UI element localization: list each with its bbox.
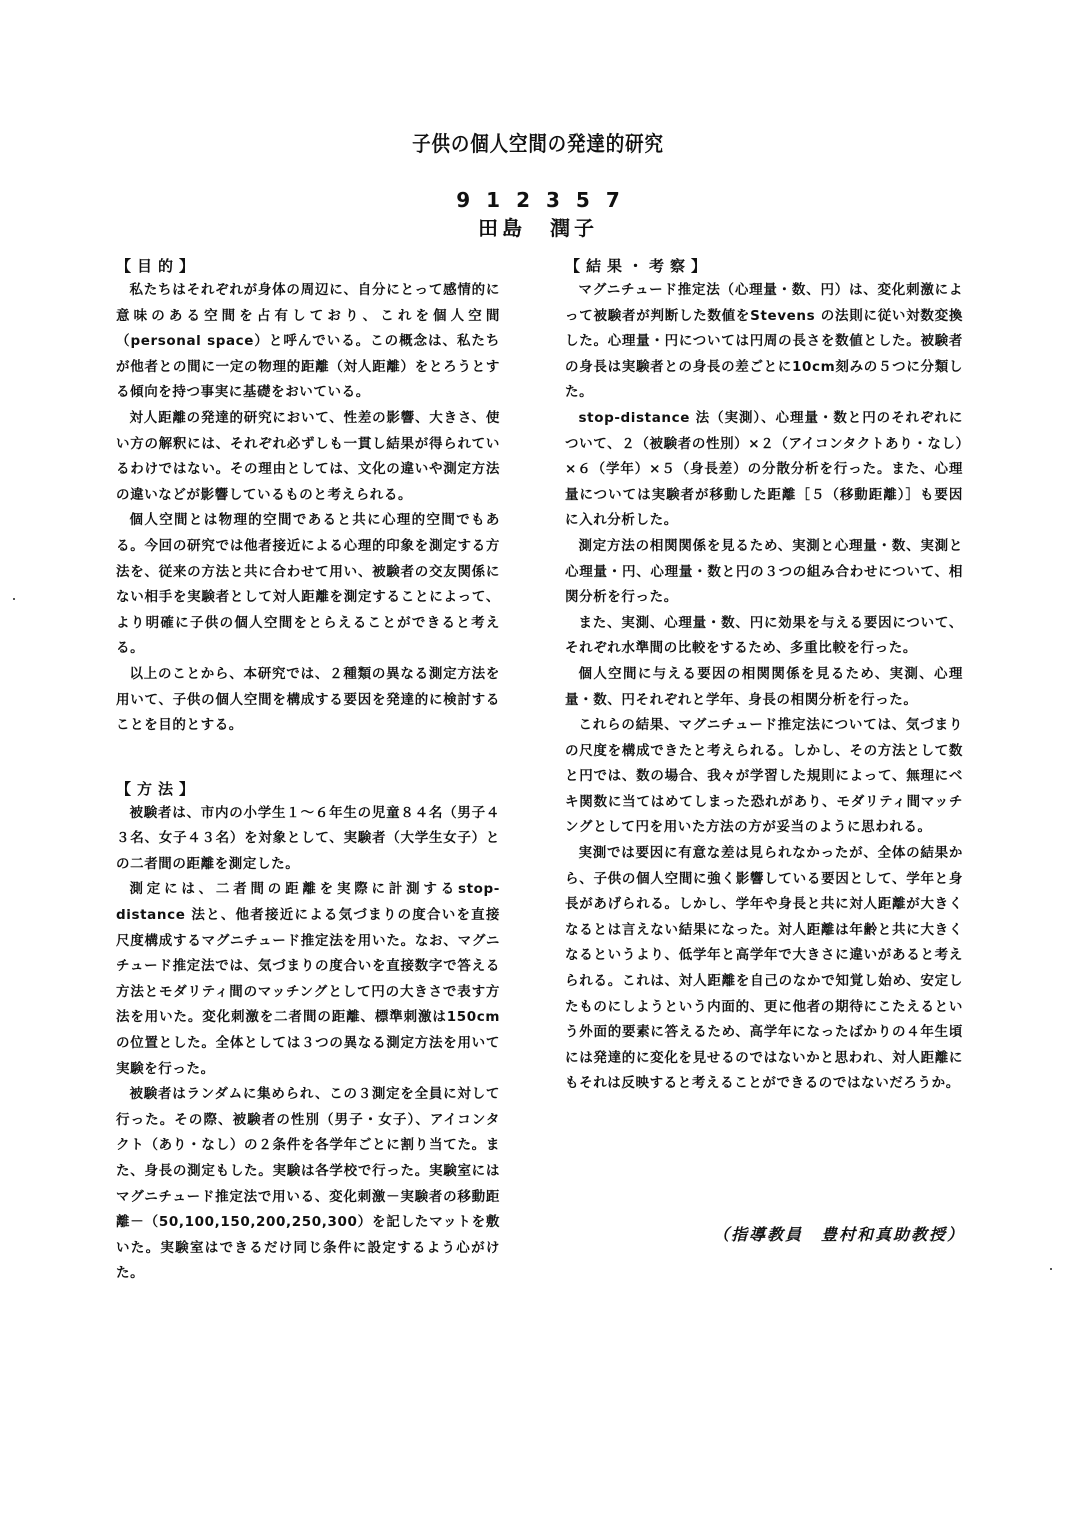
paper-title: 子供の個人空間の発達的研究 bbox=[412, 132, 664, 156]
results-paragraph: 測定方法の相関関係を見るため、実測と心理量・数、実測と心理量・円、心理量・数と円の３つの組み合わせについて、相関分析を行った。 bbox=[565, 537, 963, 606]
results-paragraph: stop-distance 法（実測）、心理量・数と円のそれぞれについて、２（被験者の性別）×２（アイコンタクトあり・なし）×６（学年）×５（身長差）の分散分析を行った。また、心理量については実験者が移動した距離［５（移動距離）］も要因に入れ分析した。 bbox=[565, 409, 963, 529]
method-paragraph: 測定には、二者間の距離を実際に計測するstop-distance 法と、他者接近による気づまりの度合いを直接尺度構成するマグニチュード推定法を用いた。なお、マグニチュード推定法では、気づまりの度合いを直接数字で答える方法とモダリティ間のマッチングとして円の大きさで表す方法を用いた。変化刺激を二者間の距離、標準刺激は150cm の位置とした。全体としては３つの異なる測定方法を用いて実験を行った。 bbox=[116, 881, 500, 1077]
results-paragraph: また、実測、心理量・数、円に効果を与える要因について、それぞれ水準間の比較をするため、多重比較を行った。 bbox=[565, 614, 963, 657]
scan-speck bbox=[13, 598, 15, 600]
method-paragraph: 被験者は、市内の小学生１～６年生の児童８４名（男子４３名、女子４３名）を対象として、実験者（大学生女子）との二者間の距離を測定した。 bbox=[116, 804, 500, 872]
purpose-paragraph: 以上のことから、本研究では、２種類の異なる測定方法を用いて、子供の個人空間を構成する要因を発達的に検討することを目的とする。 bbox=[116, 665, 500, 734]
left-column bbox=[116, 254, 500, 1287]
purpose-paragraph: 私たちはそれぞれが身体の周辺に、自分にとって感情的に意味のある空間を占有しており、これを個人空間（personal space）と呼んでいる。この概念は、私たちが他者との間に一定の物理的距離（対人距離）をとろうとする傾向を持つ事実に基礎をおいている。 bbox=[116, 282, 500, 401]
results-heading: 【結果・考察】 bbox=[565, 257, 713, 275]
results-paragraph: マグニチュード推定法（心理量・数、円）は、変化刺激によって被験者が判断した数値をStevens の法則に従い対数変換した。心理量・円については円周の長さを数値とした。被験者の身長は実験者との身長の差ごとに10cm刻みの５つに分類した。 bbox=[565, 282, 963, 401]
purpose-paragraph: 個人空間とは物理的空間であると共に心理的空間でもある。今回の研究では他者接近による心理的印象を測定する方法を、従来の方法と共に合わせて用い、被験者の交友関係にない相手を実験者として対人距離を測定することによって、より明確に子供の個人空間をとらえることができると考える。 bbox=[116, 512, 500, 657]
method-paragraph: 被験者はランダムに集められ、この３測定を全員に対して行った。その際、被験者の性別（男子・女子）、アイコンタクト（あり・なし）の２条件を各学年ごとに割り当てた。また、身長の測定もした。実験は各学校で行った。実験室にはマグニチュード推定法で用いる、変化刺激－実験者の移動距離－（50,100,150,200,250,300）を記したマットを敷いた。実験室はできるだけ同じ条件に設定するよう心がけた。 bbox=[116, 1086, 500, 1282]
student-id: 912357 bbox=[456, 188, 636, 212]
scan-speck bbox=[1050, 1268, 1052, 1270]
purpose-paragraph: 対人距離の発達的研究において、性差の影響、大きさ、使い方の解釈には、それぞれ必ずしも一貫し結果が得られているわけではない。その理由としては、文化の違いや測定方法の違いなどが影響しているものと考えられる。 bbox=[116, 409, 500, 503]
results-paragraph: 個人空間に与える要因の相関関係を見るため、実測、心理量・数、円それぞれと学年、身長の相関分析を行った。 bbox=[565, 665, 963, 708]
purpose-heading: 【目的】 bbox=[116, 257, 201, 275]
right-column bbox=[565, 254, 963, 1097]
results-paragraph: これらの結果、マグニチュード推定法については、気づまりの尺度を構成できたと考えられる。しかし、その方法として数と円では、数の場合、我々が学習した規則によって、無理にベキ関数に当てはめてしまった恐れがあり、モダリティ間マッチングとして円を用いた方法の方が妥当のように思われる。 bbox=[565, 717, 963, 836]
results-paragraph: 実測では要因に有意な差は見られなかったが、全体の結果から、子供の個人空間に強く影響している要因として、学年と身長があげられる。しかし、学年や身長と共に対人距離が大きくなるとは言えない結果になった。対人距離は年齢と共に大きくなるというより、低学年と高学年で大きさに違いがあると考えられる。これは、対人距離を自己のなかで知覚し始め、安定したものにしようという内面的、更に他者の期待にこたえるという外面的要素に答えるため、高学年になったばかりの４年生頃には発達的に変化を見せるのではないかと思われ、対人距離にもそれは反映すると考えることができるのではないだろうか。 bbox=[565, 845, 963, 1092]
advisor-note: （指導教員 豊村和真助教授） bbox=[713, 1225, 966, 1244]
author-name: 田島 潤子 bbox=[478, 216, 598, 240]
method-heading: 【方法】 bbox=[116, 779, 201, 798]
